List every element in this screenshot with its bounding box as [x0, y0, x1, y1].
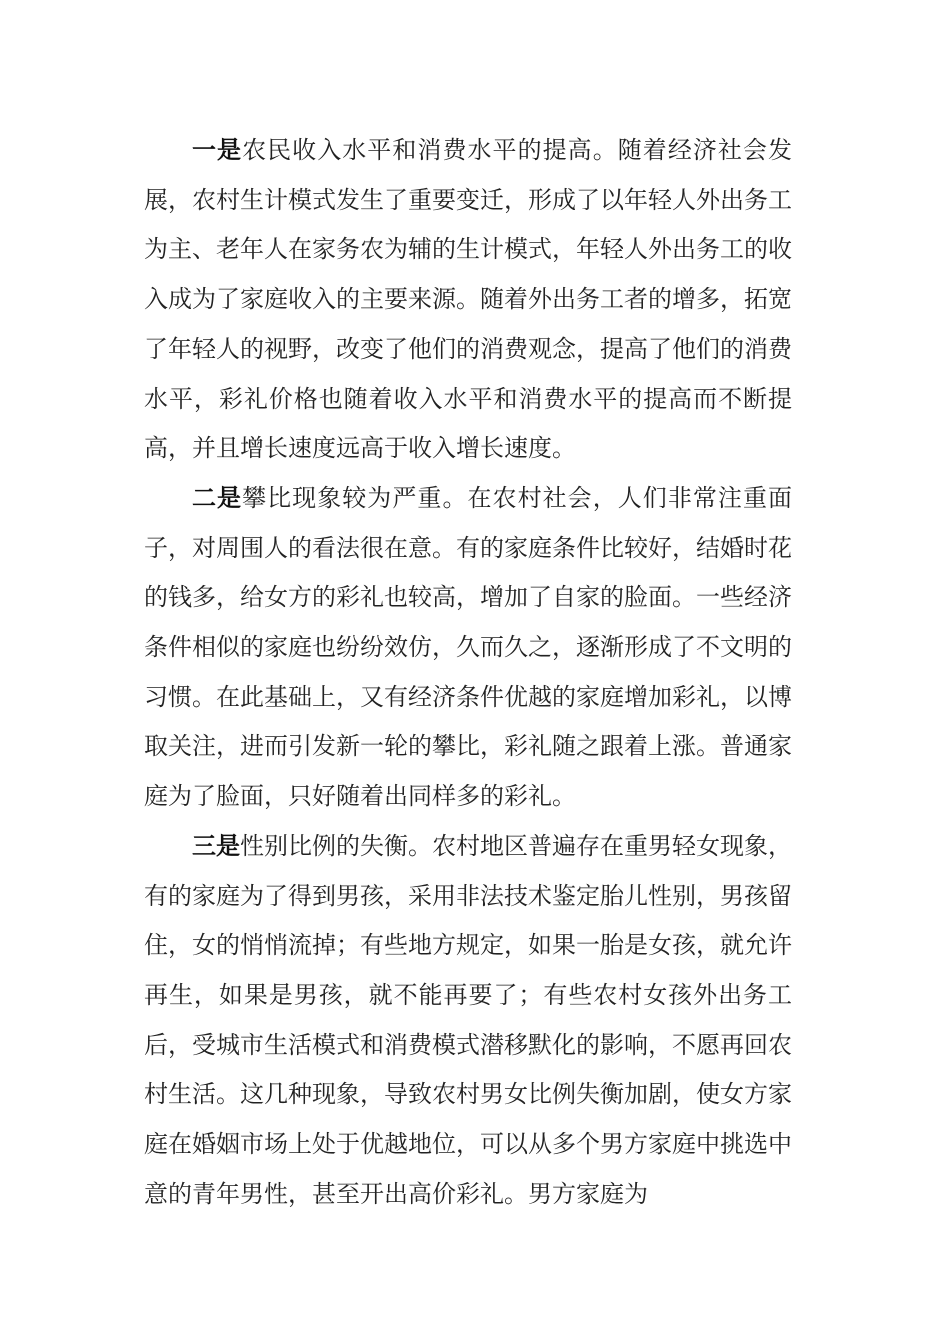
paragraph-2	[144, 474, 792, 822]
paragraph-2-text: 攀比现象较为严重。在农村社会，人们非常注重面子，对周围人的看法很在意。有的家庭条件比较好，结婚时花的钱多，给女方的彩礼也较高，增加了自家的脸面。一些经济条件相似的家庭也纷纷效仿，久而久之，逐渐形成了不文明的习惯。在此基础上，又有经济条件优越的家庭增加彩礼，以博取关注，进而引发新一轮的攀比，彩礼随之跟着上涨。普通家庭为了脸面，只好随着出同样多的彩礼。	[144, 483, 793, 811]
paragraph-3	[144, 822, 792, 1220]
paragraph-3-lead: 三是	[192, 831, 240, 860]
paragraph-2-lead: 二是	[192, 483, 243, 512]
paragraph-1	[144, 126, 792, 474]
paragraph-1-text: 农民收入水平和消费水平的提高。随着经济社会发展，农村生计模式发生了重要变迁，形成了以年轻人外出务工为主、老年人在家务农为辅的生计模式，年轻人外出务工的收入成为了家庭收入的主要来源。随着外出务工者的增多，拓宽了年轻人的视野，改变了他们的消费观念，提高了他们的消费水平，彩礼价格也随着收入水平和消费水平的提高而不断提高，并且增长速度远高于收入增长速度。	[144, 136, 793, 463]
body-text	[144, 126, 792, 1219]
paragraph-3-text: 性别比例的失衡。农村地区普遍存在重男轻女现象，有的家庭为了得到男孩，采用非法技术鉴定胎儿性别，男孩留住，女的悄悄流掉；有些地方规定，如果一胎是女孩，就允许再生，如果是男孩，就不能再要了；有些农村女孩外出务工后，受城市生活模式和消费模式潜移默化的影响，不愿再回农村生活。这几种现象，导致农村男女比例失衡加剧，使女方家庭在婚姻市场上处于优越地位，可以从多个男方家庭中挑选中意的青年男性，甚至开出高价彩礼。男方家庭为	[144, 831, 792, 1208]
paragraph-1-lead: 一是	[192, 136, 243, 164]
